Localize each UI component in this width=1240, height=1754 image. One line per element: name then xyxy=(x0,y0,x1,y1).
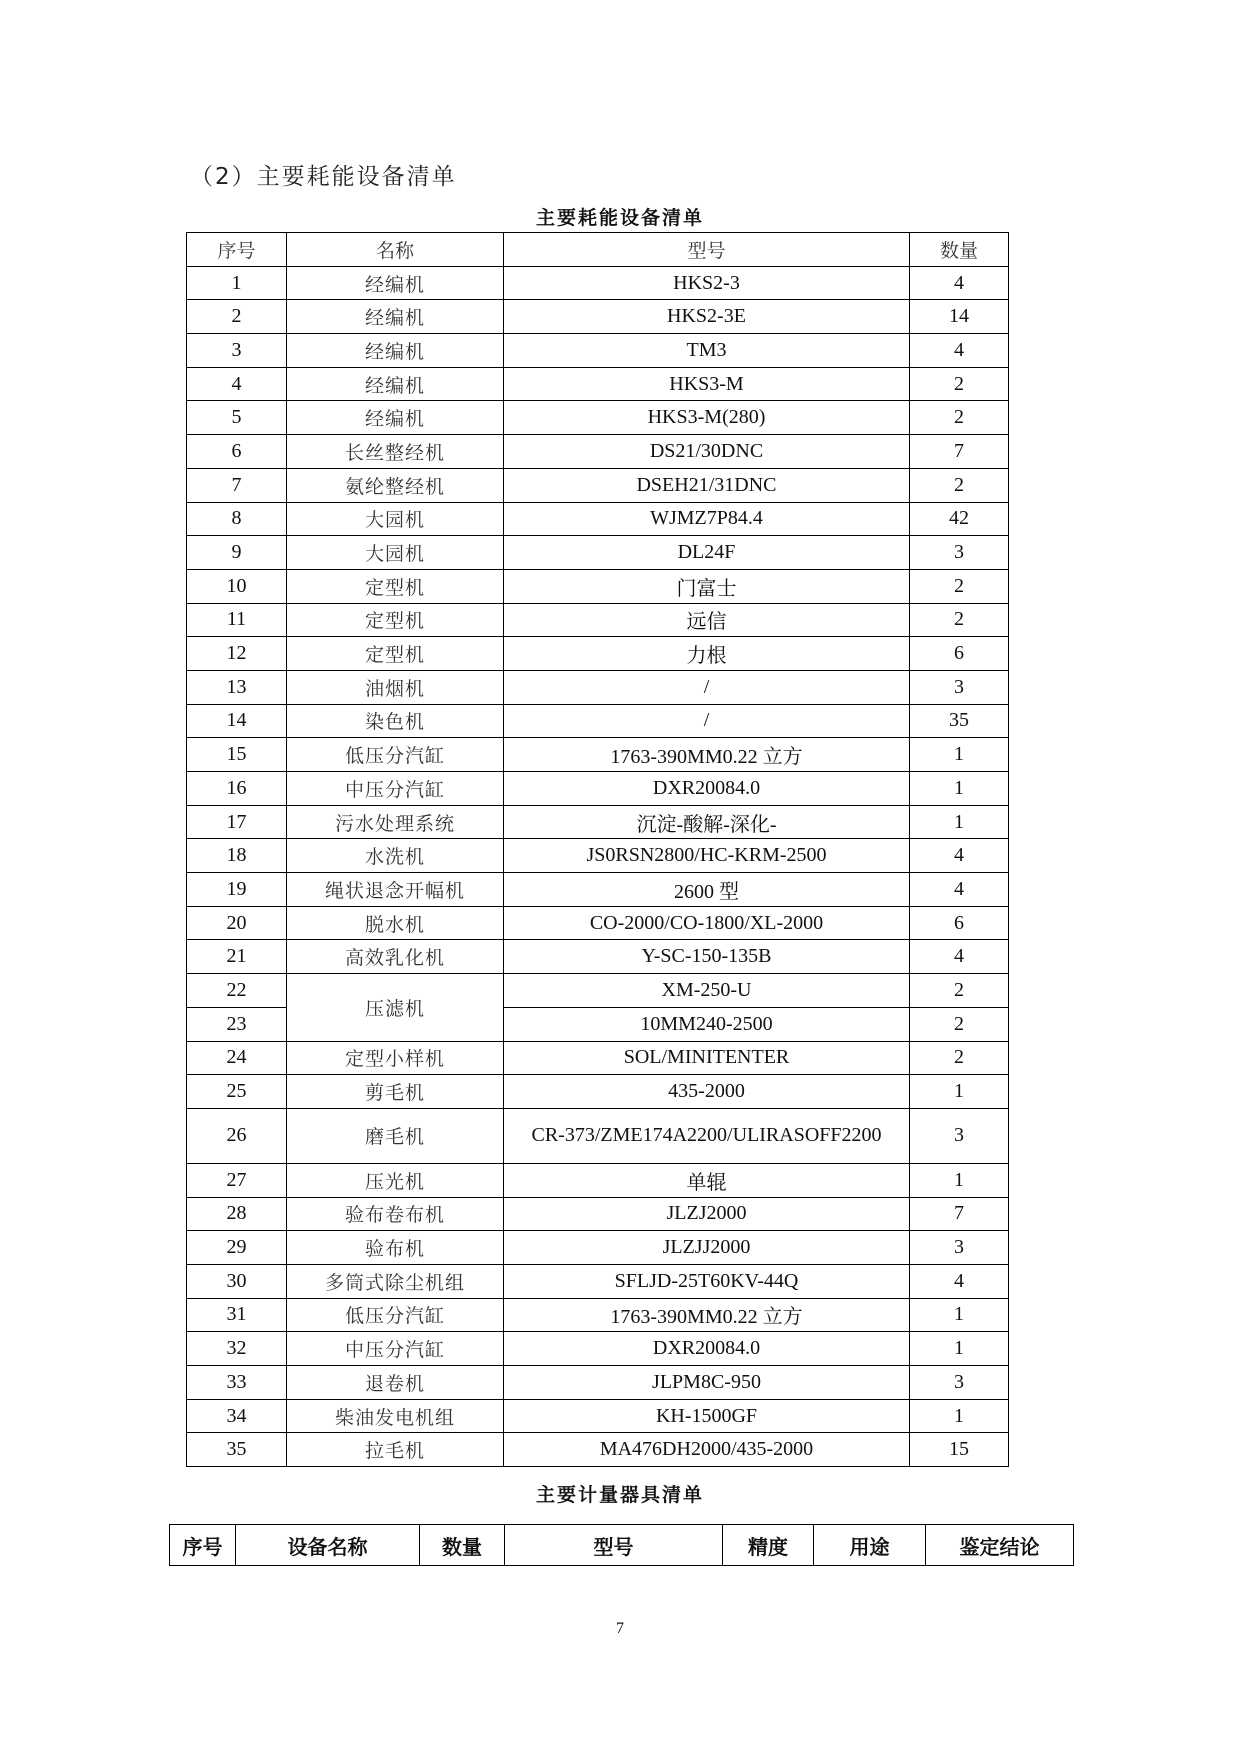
row-no: 18 xyxy=(187,839,287,873)
table-row xyxy=(187,1298,1009,1332)
row-no: 12 xyxy=(187,637,287,671)
table-row xyxy=(187,603,1009,637)
meter-table-header xyxy=(170,1525,1074,1566)
row-name: 低压分汽缸 xyxy=(287,1298,504,1332)
row-name: 大园机 xyxy=(287,502,504,536)
row-model: HKS3-M(280) xyxy=(504,401,910,435)
row-name: 经编机 xyxy=(287,334,504,368)
row-model: DS21/30DNC xyxy=(504,435,910,469)
row-name: 中压分汽缸 xyxy=(287,772,504,806)
row-no: 15 xyxy=(187,738,287,772)
row-name: 退卷机 xyxy=(287,1366,504,1400)
row-model: 远信 xyxy=(504,603,910,637)
row-name: 定型机 xyxy=(287,603,504,637)
meter-header-result: 鉴定结论 xyxy=(926,1525,1074,1566)
table-row xyxy=(187,1197,1009,1231)
row-model: 沉淀-酸解-深化- xyxy=(504,805,910,839)
row-no: 13 xyxy=(187,670,287,704)
row-name: 大园机 xyxy=(287,536,504,570)
row-name: 验布机 xyxy=(287,1231,504,1265)
row-no: 23 xyxy=(187,1007,287,1041)
row-no: 6 xyxy=(187,435,287,469)
row-model: SOL/MINITENTER xyxy=(504,1041,910,1075)
row-qty: 1 xyxy=(910,1163,1009,1197)
row-model: 10MM240-2500 xyxy=(504,1007,910,1041)
table-row xyxy=(187,569,1009,603)
row-model: 力根 xyxy=(504,637,910,671)
row-name: 剪毛机 xyxy=(287,1075,504,1109)
page-number: 7 xyxy=(616,1620,624,1637)
row-qty: 1 xyxy=(910,738,1009,772)
row-name: 验布卷布机 xyxy=(287,1197,504,1231)
row-no: 2 xyxy=(187,300,287,334)
table-row xyxy=(187,1231,1009,1265)
row-name: 高效乳化机 xyxy=(287,940,504,974)
row-name: 定型小样机 xyxy=(287,1041,504,1075)
row-no: 28 xyxy=(187,1197,287,1231)
row-name: 低压分汽缸 xyxy=(287,738,504,772)
row-name: 压光机 xyxy=(287,1163,504,1197)
row-qty: 1 xyxy=(910,1298,1009,1332)
table-row xyxy=(187,805,1009,839)
row-name: 定型机 xyxy=(287,569,504,603)
row-name: 磨毛机 xyxy=(287,1108,504,1163)
row-model: 1763-390MM0.22 立方 xyxy=(504,738,910,772)
row-qty: 1 xyxy=(910,772,1009,806)
row-no: 14 xyxy=(187,704,287,738)
row-model: Y-SC-150-135B xyxy=(504,940,910,974)
row-qty: 2 xyxy=(910,1007,1009,1041)
row-name: 定型机 xyxy=(287,637,504,671)
row-model: HKS3-M xyxy=(504,367,910,401)
row-model: JLZJJ2000 xyxy=(504,1231,910,1265)
row-no: 21 xyxy=(187,940,287,974)
row-name: 脱水机 xyxy=(287,906,504,940)
row-qty: 3 xyxy=(910,1231,1009,1265)
header-qty: 数量 xyxy=(910,233,1009,267)
row-no: 35 xyxy=(187,1433,287,1467)
row-qty: 7 xyxy=(910,1197,1009,1231)
row-no: 11 xyxy=(187,603,287,637)
table-row xyxy=(187,1399,1009,1433)
row-name: 经编机 xyxy=(287,367,504,401)
row-qty: 2 xyxy=(910,603,1009,637)
table-row xyxy=(187,873,1009,907)
table-row xyxy=(187,704,1009,738)
row-model: XM-250-U xyxy=(504,974,910,1008)
row-no: 8 xyxy=(187,502,287,536)
table-row xyxy=(187,1163,1009,1197)
table-row xyxy=(187,974,1009,1008)
table-row xyxy=(187,435,1009,469)
row-model: 435-2000 xyxy=(504,1075,910,1109)
meter-header-no: 序号 xyxy=(170,1525,236,1566)
row-no: 22 xyxy=(187,974,287,1008)
header-model: 型号 xyxy=(504,233,910,267)
header-no: 序号 xyxy=(187,233,287,267)
row-no: 4 xyxy=(187,367,287,401)
row-name: 长丝整经机 xyxy=(287,435,504,469)
row-model: 2600 型 xyxy=(504,873,910,907)
row-name: 中压分汽缸 xyxy=(287,1332,504,1366)
row-model: HKS2-3 xyxy=(504,266,910,300)
row-qty: 2 xyxy=(910,367,1009,401)
row-no: 5 xyxy=(187,401,287,435)
meter-header-qty: 数量 xyxy=(420,1525,505,1566)
meter-header-name: 设备名称 xyxy=(236,1525,420,1566)
row-qty: 4 xyxy=(910,1264,1009,1298)
meter-header-model: 型号 xyxy=(505,1525,723,1566)
row-name: 柴油发电机组 xyxy=(287,1399,504,1433)
row-name: 经编机 xyxy=(287,300,504,334)
row-model: JS0RSN2800/HC-KRM-2500 xyxy=(504,839,910,873)
row-no: 20 xyxy=(187,906,287,940)
row-qty: 3 xyxy=(910,536,1009,570)
table-row xyxy=(187,536,1009,570)
table-row xyxy=(187,906,1009,940)
row-no: 3 xyxy=(187,334,287,368)
meter-table-title: 主要计量器具清单 xyxy=(535,1484,704,1506)
row-qty: 4 xyxy=(910,873,1009,907)
row-qty: 6 xyxy=(910,906,1009,940)
equipment-table xyxy=(186,232,1009,1467)
row-name: 绳状退念开幅机 xyxy=(287,873,504,907)
table-row xyxy=(187,401,1009,435)
row-qty: 3 xyxy=(910,1108,1009,1163)
table-row xyxy=(187,266,1009,300)
table-row xyxy=(187,1264,1009,1298)
row-no: 26 xyxy=(187,1108,287,1163)
meter-table xyxy=(169,1524,1074,1566)
row-no: 27 xyxy=(187,1163,287,1197)
row-model: / xyxy=(504,670,910,704)
row-name: 压滤机 xyxy=(287,974,504,1041)
row-model: JLPM8C-950 xyxy=(504,1366,910,1400)
row-model: DXR20084.0 xyxy=(504,1332,910,1366)
row-no: 17 xyxy=(187,805,287,839)
row-name: 染色机 xyxy=(287,704,504,738)
row-qty: 14 xyxy=(910,300,1009,334)
row-qty: 2 xyxy=(910,401,1009,435)
table-row xyxy=(187,738,1009,772)
meter-header-precision: 精度 xyxy=(723,1525,814,1566)
row-name: 氨纶整经机 xyxy=(287,468,504,502)
row-model: 单辊 xyxy=(504,1163,910,1197)
row-name: 经编机 xyxy=(287,266,504,300)
row-qty: 1 xyxy=(910,1399,1009,1433)
row-qty: 1 xyxy=(910,1332,1009,1366)
row-qty: 2 xyxy=(910,974,1009,1008)
table-row xyxy=(187,1332,1009,1366)
row-model: DL24F xyxy=(504,536,910,570)
equipment-table-title: 主要耗能设备清单 xyxy=(535,207,704,229)
equipment-table-header xyxy=(187,233,1009,267)
row-model: DXR20084.0 xyxy=(504,772,910,806)
table-row xyxy=(187,300,1009,334)
row-qty: 6 xyxy=(910,637,1009,671)
table-row xyxy=(187,1433,1009,1467)
table-row xyxy=(187,637,1009,671)
meter-header-use: 用途 xyxy=(814,1525,926,1566)
row-qty: 4 xyxy=(910,334,1009,368)
row-qty: 1 xyxy=(910,1075,1009,1109)
row-no: 24 xyxy=(187,1041,287,1075)
row-model: CR-373/ZME174A2200/ULIRASOFF2200 xyxy=(504,1108,910,1163)
row-no: 1 xyxy=(187,266,287,300)
table-row xyxy=(187,1108,1009,1163)
row-qty: 1 xyxy=(910,805,1009,839)
row-model: CO-2000/CO-1800/XL-2000 xyxy=(504,906,910,940)
row-qty: 35 xyxy=(910,704,1009,738)
row-qty: 4 xyxy=(910,839,1009,873)
row-model: TM3 xyxy=(504,334,910,368)
row-no: 10 xyxy=(187,569,287,603)
row-model: WJMZ7P84.4 xyxy=(504,502,910,536)
row-qty: 2 xyxy=(910,468,1009,502)
row-name: 水洗机 xyxy=(287,839,504,873)
row-model: DSEH21/31DNC xyxy=(504,468,910,502)
row-name: 经编机 xyxy=(287,401,504,435)
table-row xyxy=(187,940,1009,974)
row-model: JLZJ2000 xyxy=(504,1197,910,1231)
table-row xyxy=(187,839,1009,873)
table-row xyxy=(187,334,1009,368)
table-row xyxy=(187,468,1009,502)
table-row xyxy=(187,772,1009,806)
row-no: 34 xyxy=(187,1399,287,1433)
row-no: 25 xyxy=(187,1075,287,1109)
row-no: 7 xyxy=(187,468,287,502)
row-model: HKS2-3E xyxy=(504,300,910,334)
table-row xyxy=(187,502,1009,536)
row-qty: 2 xyxy=(910,1041,1009,1075)
table-row xyxy=(187,367,1009,401)
row-model: / xyxy=(504,704,910,738)
table-row xyxy=(187,670,1009,704)
row-qty: 2 xyxy=(910,569,1009,603)
section-heading: （2）主要耗能设备清单 xyxy=(190,164,457,190)
header-name: 名称 xyxy=(287,233,504,267)
row-model: MA476DH2000/435-2000 xyxy=(504,1433,910,1467)
row-model: 门富士 xyxy=(504,569,910,603)
row-model: 1763-390MM0.22 立方 xyxy=(504,1298,910,1332)
row-no: 9 xyxy=(187,536,287,570)
row-model: KH-1500GF xyxy=(504,1399,910,1433)
row-qty: 7 xyxy=(910,435,1009,469)
table-row xyxy=(187,1075,1009,1109)
row-qty: 4 xyxy=(910,940,1009,974)
row-no: 33 xyxy=(187,1366,287,1400)
row-no: 30 xyxy=(187,1264,287,1298)
row-no: 19 xyxy=(187,873,287,907)
row-qty: 4 xyxy=(910,266,1009,300)
row-no: 31 xyxy=(187,1298,287,1332)
row-qty: 3 xyxy=(910,1366,1009,1400)
row-name: 拉毛机 xyxy=(287,1433,504,1467)
row-qty: 42 xyxy=(910,502,1009,536)
table-row xyxy=(187,1041,1009,1075)
row-no: 16 xyxy=(187,772,287,806)
row-qty: 3 xyxy=(910,670,1009,704)
table-row xyxy=(187,1366,1009,1400)
row-qty: 15 xyxy=(910,1433,1009,1467)
row-name: 多筒式除尘机组 xyxy=(287,1264,504,1298)
row-name: 污水处理系统 xyxy=(287,805,504,839)
row-model: SFLJD-25T60KV-44Q xyxy=(504,1264,910,1298)
row-no: 32 xyxy=(187,1332,287,1366)
row-no: 29 xyxy=(187,1231,287,1265)
row-name: 油烟机 xyxy=(287,670,504,704)
